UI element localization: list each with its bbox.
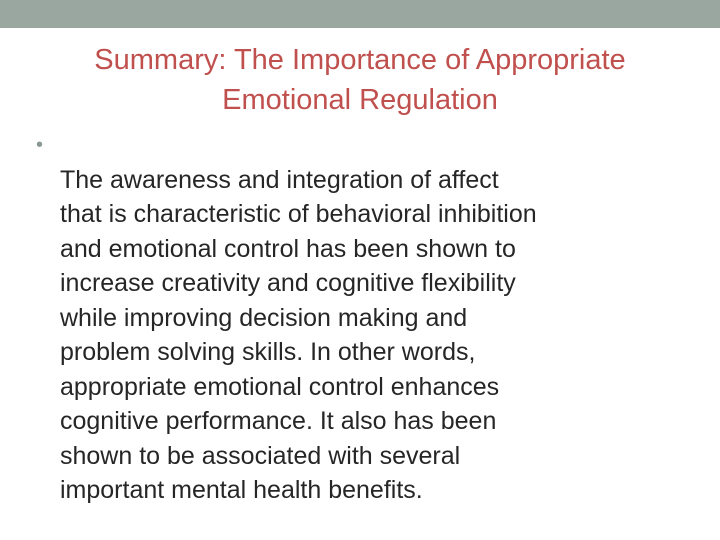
- slide-body-list: [30, 128, 690, 508]
- slide-title: [30, 40, 690, 120]
- list-item: [30, 128, 690, 508]
- slide-title-line-2: Emotional Regulation: [222, 84, 498, 116]
- slide-top-bar: [0, 0, 720, 28]
- slide-title-line-1: Summary: The Importance of Appropriate: [94, 44, 626, 76]
- bullet-text: The awareness and integration of affect that is characteristic of behavioral inhibition and emotional control has been shown to increase creativity and cognitive flexibility while improving decision making and problem solving skills. In other words, appropriate emotional control enhances cognitive performance. It also has been shown to be associated with several important mental health benefits.: [60, 165, 537, 504]
- bullet-dot-icon: •: [36, 134, 44, 156]
